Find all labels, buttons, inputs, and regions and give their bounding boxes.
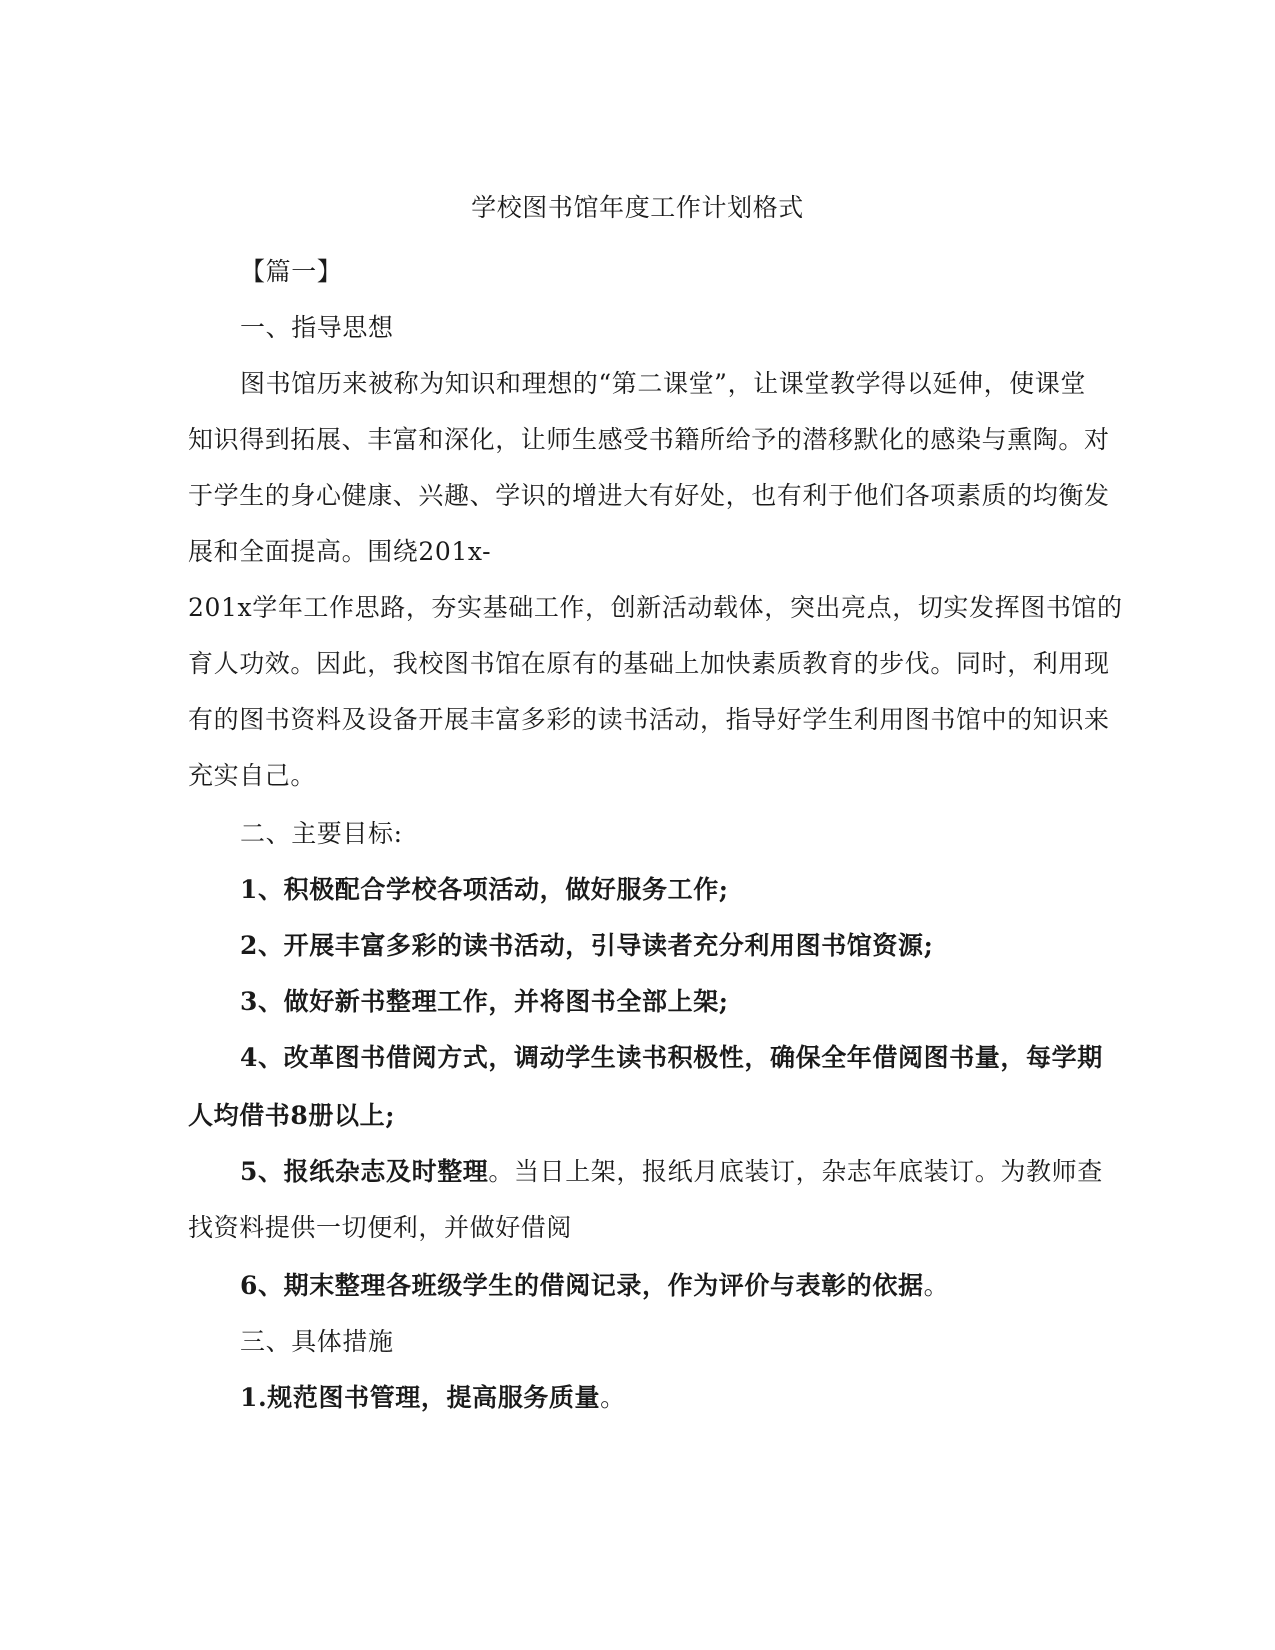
- section1-paragraph-line: 图书馆历来被称为知识和理想的“第二课堂”，让课堂教学得以延伸，使课堂: [240, 369, 1086, 398]
- section1-paragraph-line: 知识得到拓展、丰富和深化，让师生感受书籍所给予的潜移默化的感染与熏陶。对: [188, 425, 1110, 454]
- section1-paragraph-line: 有的图书资料及设备开展丰富多彩的读书活动，指导好学生利用图书馆中的知识来: [188, 705, 1110, 734]
- measure-item-1-end: 。: [600, 1383, 626, 1412]
- goal-item-1: 1、积极配合学校各项活动，做好服务工作;: [240, 875, 729, 904]
- goal-item-6-bold: 6、期末整理各班级学生的借阅记录，作为评价与表彰的依据: [240, 1271, 924, 1300]
- section1-paragraph-line: 充实自己。: [188, 761, 317, 790]
- goal-item-2: 2、开展丰富多彩的读书活动，引导读者充分利用图书馆资源;: [240, 931, 934, 960]
- goal-item-5-rest: 。当日上架，报纸月底装订，杂志年底装订。为教师查: [488, 1157, 1103, 1186]
- goal-item-5-continued: 找资料提供一切便利，并做好借阅: [188, 1213, 573, 1242]
- section1-paragraph-line: 于学生的身心健康、兴趣、学识的增进大有好处，也有利于他们各项素质的均衡发: [188, 481, 1110, 510]
- section1-paragraph-line: 201x学年工作思路，夯实基础工作，创新活动载体，突出亮点，切实发挥图书馆的: [188, 593, 1123, 622]
- goal-item-5-bold: 5、报纸杂志及时整理: [240, 1157, 489, 1186]
- goal-item-5: [240, 1156, 1140, 1188]
- goal-item-4-continued: 人均借书8册以上;: [188, 1101, 396, 1130]
- section1-heading: 一、指导思想: [240, 313, 394, 342]
- goal-item-6-end: 。: [923, 1271, 950, 1300]
- section1-paragraph-line: 展和全面提高。围绕201x-: [188, 537, 492, 566]
- section3-heading: 三、具体措施: [240, 1327, 394, 1356]
- measure-item-1: [240, 1382, 1140, 1414]
- document-title: 学校图书馆年度工作计划格式: [471, 193, 804, 222]
- part-heading: 【篇一】: [240, 257, 343, 286]
- measure-item-1-bold: 1.规范图书管理，提高服务质量: [240, 1383, 601, 1412]
- goal-item-3: 3、做好新书整理工作，并将图书全部上架;: [240, 987, 729, 1016]
- goal-item-4: 4、改革图书借阅方式，调动学生读书积极性，确保全年借阅图书量，每学期: [240, 1043, 1103, 1072]
- goal-item-6: [240, 1270, 1140, 1302]
- section1-paragraph-line: 育人功效。因此，我校图书馆在原有的基础上加快素质教育的步伐。同时，利用现: [188, 649, 1110, 678]
- section2-heading: 二、主要目标:: [240, 819, 403, 848]
